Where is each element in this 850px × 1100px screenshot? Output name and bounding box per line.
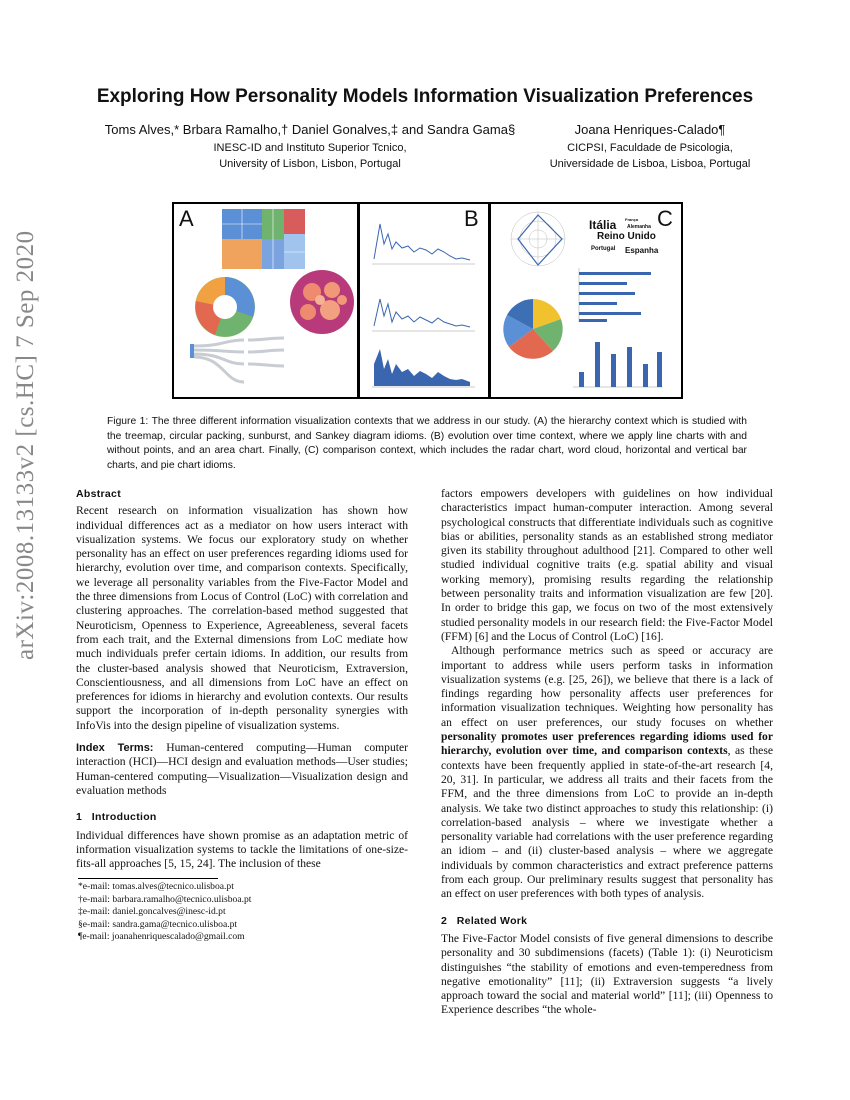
word-franca: França [625,217,639,222]
footnote-4: §e-mail: sandra.gama@tecnico.ulisboa.pt [78,918,238,930]
word-alemanha: Alemanha [627,224,651,230]
affiliation-left: INESC-ID and Instituto Superior Tcnico, University of Lisbon, Lisbon, Portugal [213,142,407,170]
figure-caption: Figure 1: The three different information visualization contexts that we address in our study. (A) the hierarchy context which is studied with the treemap, circular packing, sunburst, and Sankey diagram idioms. (B) evolution over time context, where we apply line charts with and without points, and an area chart. Finally, (C) comparison context, which includes the radar chart, word cloud, horizontal and vertical bar charts, and pie chart idioms. [107,416,747,471]
intro-paragraph-continued: factors empowers developers with guidelines on how individual characteristics impact human-computer interaction. Among several psychological constructs that differentiate individuals such as cognitive bias or abilities, personality stands as an established strong mediator given its stability throughout adulthood [21]. Compared to other well studied individual cognitive traits (e.g. spatial ability and visual working memory), promising results regarding the relationship between personality traits and information visualization are few [20]. In order to bridge this gap, we focus on two of the most extensively studied personality models in our research field: the Five-Factor Model (FFM) [6] and the Locus of Control (LoC) [16]. [441,487,773,643]
footnote-1: *e-mail: tomas.alves@tecnico.ulisboa.pt [78,881,234,892]
area-chart [372,349,475,387]
intro-paragraph-2: Although performance metrics such as speed or accuracy are important to address while users perform tasks in information visualization systems (e.g. [25, 26]), we believe that there is a lack of findings regarding how personality affects user preferences for information visualization techniques. Weighting how personality has an effect on user preferences, our study focuses on whether personality promotes user preferences regarding idioms used for hierarchy, evolution over time, and comparison contexts, as these contexts have been frequently applied in state-of-the-art research [4, 20, 31]. In particular, we address all traits and their facets from the FFM, and the three dimensions from LoC to provide an in-depth analysis. We take two distinct approaches to study this relationship: (i) correlation-based analysis – where we investigate whether a personality variable had correlations with the user preference regarding an idiom – and (ii) cluster-based analysis – where we aggregate individuals by common characteristics and extract preference patterns from each group. Our preliminary results suggest that personality has an effect on user preferences with both types of analysis. [441,644,773,901]
paper-title: Exploring How Personality Models Information Visualization Preferences [96,86,754,107]
word-portugal: Portugal [591,246,616,252]
related-work-paragraph: The Five-Factor Model consists of five general dimensions to describe personality and 30 subdimensions (facets) (Table 1): (i) Neuroticism distinguishes “the stability of emotions and even-temperedness from negative emotionality” [11]; (ii) Extraversion suggests “a lively approach toward the social and material world” [11]; (iii) Openness to Experience describes “the whole- [441,931,773,1017]
footnote-3: ‡e-mail: daniel.goncalves@inesc-id.pt [78,906,226,917]
footnote-5: ¶e-mail: joanahenriquescalado@gmail.com [78,931,245,942]
word-cloud [587,216,657,264]
figure-panel-b [358,202,490,399]
section-2-heading: 2 Related Work [441,914,528,927]
authors-left: Toms Alves,* Brbara Ramalho,† Daniel Gonalves,‡ and Sandra Gama§ [104,122,516,137]
panel-b-label: B [464,206,479,231]
word-reino-unido: Reino Unido [597,231,656,242]
figure-panel-a [172,202,359,399]
vertical-bar-chart [573,342,663,387]
evolution-charts [360,204,488,397]
word-italia: Itália [589,218,617,232]
hierarchy-charts [174,204,357,397]
abstract-heading: Abstract [76,488,121,500]
circle-packing [290,270,354,334]
word-espanha: Espanha [625,246,659,255]
abstract-text: Recent research on information visualization has shown how individual differences act as a mediator on how users interact with visualization systems. We focus our exploratory study on whether personality has an effect on user preferences regarding idioms used for hierarchy, evolution over time, and comparison contexts. Specifically, we leverage all personality variables from the Five-Factor Model and the three dimensions from Locus of Control (LoC) with correlation and clustering approaches. The correlation-based method suggested that Neuroticism, Openness to Experience, Agreeableness, several facets from each trait, and the External dimensions from LoC mediate how much individuals prefer certain idioms. In addition, our results from the cluster-based analysis showed that Neuroticism, Extraversion, Conscientiousness, and all dimensions from LoC have an effect on preferences for idioms in hierarchy and evolution contexts. Our results support the incorporation of in-depth personality synergies with InfoVis into the design pipeline of visualization systems. [76,504,408,732]
line-chart [372,224,475,264]
panel-a-label: A [179,206,194,231]
sunburst [195,277,255,337]
panel-c-label: C [657,206,673,231]
intro-paragraph: Individual differences have shown promise as an adaptation metric of information visualization systems to tackle the limitations of one-size-fits-all approaches [5, 15, 24]. The inclusion of these [76,828,408,871]
line-chart-with-points [372,299,475,331]
footnote-2: †e-mail: barbara.ramalho@tecnico.ulisboa.pt [78,893,252,905]
left-column [76,487,408,871]
index-terms: Index Terms: Human-centered computing—Human computer interaction (HCI)—HCI design and evaluation methods—User studies; Human-centered computing—Visualization—Visualization design and evaluation methods [76,741,408,797]
affiliation-right: CICPSI, Faculdade de Psicologia, Universidade de Lisboa, Lisboa, Portugal [549,142,751,170]
sankey-diagram [190,338,284,382]
footnote-rule [78,878,218,879]
horizontal-bar-chart [579,268,651,322]
figure-panel-c [489,202,683,399]
arxiv-stamp: arXiv:2008.13133v2 [cs.HC] 7 Sep 2020 [12,230,39,660]
section-1-heading: 1 Introduction [76,811,157,824]
radar-chart [511,212,565,266]
authors-right: Joana Henriques-Calado¶ [574,122,726,137]
right-column [441,487,773,1018]
treemap [222,209,305,269]
pie-chart [503,299,562,359]
footnotes [78,881,251,944]
